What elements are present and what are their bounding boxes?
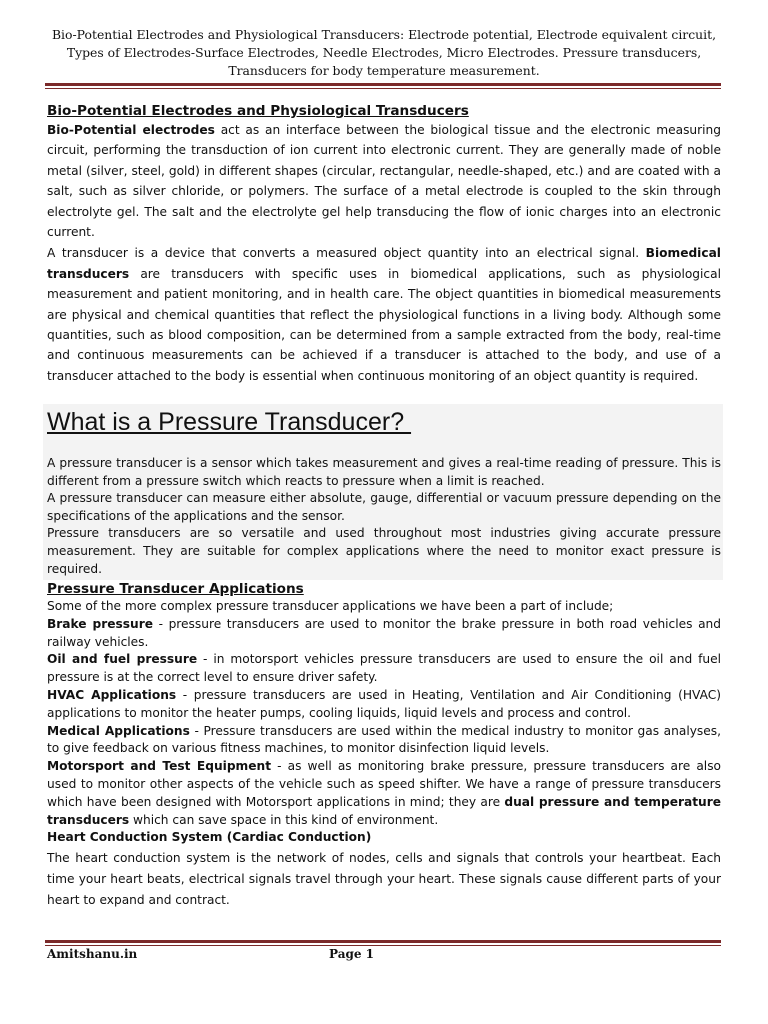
application-item <box>47 758 721 829</box>
paragraph-text: - in motorsport vehicles pressure transducers are used to ensure the oil and fuel pressure is at the correct level to ensure driver safety. <box>47 652 721 685</box>
bold-term: Motorsport and Test Equipment <box>47 759 272 774</box>
application-item <box>47 687 721 723</box>
footer-rule-thin <box>45 945 721 946</box>
paragraph <box>47 120 721 242</box>
subsection-heading: Heart Conduction System (Cardiac Conduction) <box>47 830 372 845</box>
paragraph: Some of the more complex pressure transducer applications we have been a part of include; <box>47 599 614 613</box>
footer-page-number: Page 1 <box>329 947 375 961</box>
section-bio-potential <box>47 102 721 386</box>
section-pressure-transducer <box>47 455 721 578</box>
section-heart-conduction <box>47 848 721 910</box>
section-heading: Pressure Transducer Applications <box>47 581 304 597</box>
paragraph-text: A transducer is a device that converts a measured object quantity into an electrical signal. <box>47 246 646 261</box>
paragraph: A pressure transducer is a sensor which takes measurement and gives a real-time reading of pressure. This is different from a pressure switch which reacts to pressure when a limit is reached. <box>47 456 721 488</box>
paragraph-text: - pressure transducers are used to monitor the brake pressure in both road vehicles and railway vehicles. <box>47 616 722 649</box>
pressure-transducer-title: What is a Pressure Transducer? <box>47 408 412 436</box>
paragraph-text: which can save space in this kind of environment. <box>129 812 439 827</box>
header-rule-thick <box>45 83 721 86</box>
bold-term: dual pressure and temperature transducers <box>47 794 722 827</box>
paragraph: A pressure transducer can measure either absolute, gauge, differential or vacuum pressure depending on the specifications of the applications and the sensor. <box>47 491 721 523</box>
bold-term: Brake pressure <box>47 616 153 631</box>
page-header-title: Bio-Potential Electrodes and Physiological Transducers: Electrode potential, Electrode equivalent circuit, Types of Electrodes-Surface Electrodes, Needle Electrodes, Micro Electrodes. Pressure transducers, Transducers for body temperature measurement. <box>51 27 717 78</box>
paragraph <box>47 243 721 386</box>
paragraph: The heart conduction system is the network of nodes, cells and signals that controls your heartbeat. Each time your heart beats, electrical signals travel through your heart. These signals cause different parts of your heart to expand and contract. <box>47 851 721 907</box>
footer-site: Amitshanu.in <box>47 947 138 961</box>
paragraph-text: - pressure transducers are used in Heating, Ventilation and Air Conditioning (HVAC) applications to monitor the heater pumps, cooling liquids, liquid levels and process and control. <box>47 687 721 720</box>
paragraph: Pressure transducers are so versatile and used throughout most industries giving accurate pressure measurement. They are suitable for complex applications where the need to monitor exact pressure is required. <box>47 526 721 576</box>
paragraph-text: - Pressure transducers are used within the medical industry to monitor gas analyses, to give feedback on various fitness machines, to monitor disinfection liquid levels. <box>47 723 722 756</box>
bold-term: Biomedical transducers <box>47 246 721 281</box>
bold-term: Bio-Potential electrodes <box>47 123 215 137</box>
section-heading: Bio-Potential Electrodes and Physiological Transducers <box>47 103 469 119</box>
paragraph-text: are transducers with specific uses in biomedical applications, such as physiological measurement and patient monitoring, and in health care. The object quantities in biomedical measurements are physical and chemical quantities that reflect the physiological functions in a living body. Although some quantities, such as blood composition, can be determined from a sample extracted from the body, real-time and continuous measurements can be achieved if a transducer is attached to the body, and use of a transducer attached to the body is essential when continuous monitoring of an object quantity is required. <box>47 266 721 383</box>
bold-term: Medical Applications <box>47 723 190 738</box>
paragraph-text: - as well as monitoring brake pressure, pressure transducers are also used to monitor other aspects of the vehicle such as speed shifter. We have a range of pressure transducers which have been designed with Motorsport applications in mind; they are <box>47 759 721 809</box>
application-item <box>47 651 721 687</box>
paragraph-text: act as an interface between the biological tissue and the electronic measuring circuit, performing the transduction of ion current into electronic current. They are generally made of noble metal (silver, steel, gold) in different shapes (circular, rectangular, needle-shaped, etc.) and are coated with a salt, such as silver chloride, or polymers. The surface of a metal electrode is coupled to the skin through electrolyte gel. The salt and the electrolyte gel help transducing the flow of ionic charges into an electronic current. <box>47 123 722 240</box>
application-item <box>47 616 721 652</box>
footer-rule-thick <box>45 940 721 943</box>
section-applications <box>47 580 721 847</box>
header-rule-thin <box>45 88 721 89</box>
bold-term: Oil and fuel pressure <box>47 652 198 667</box>
application-item <box>47 723 721 759</box>
bold-term: HVAC Applications <box>47 687 177 702</box>
